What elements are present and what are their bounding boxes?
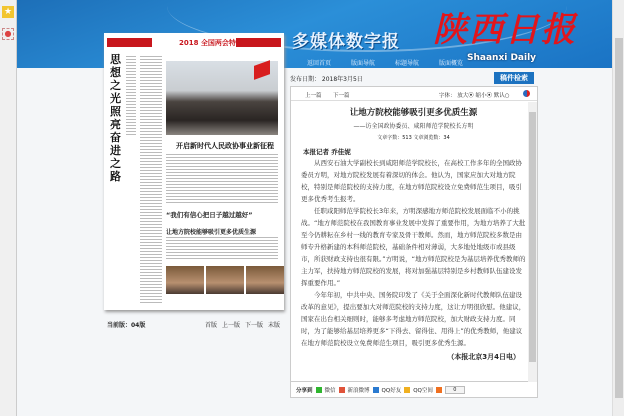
nav-page-overview[interactable]: 版面概览 bbox=[439, 60, 464, 67]
vertical-headline[interactable]: 思想之光照亮奋进之路 bbox=[110, 53, 121, 183]
publish-date: 发布日期： 2018年3月5日 bbox=[290, 76, 363, 83]
article-dateline: （本报北京3月4日电） bbox=[447, 353, 520, 361]
page-navigation bbox=[205, 320, 280, 329]
favorite-star-icon[interactable]: ★ bbox=[3, 7, 13, 17]
prev-page-link[interactable]: 上一版 bbox=[222, 322, 241, 329]
share-qq[interactable]: QQ好友 bbox=[381, 387, 402, 394]
current-page-label: 当前版：04版 bbox=[107, 322, 146, 329]
article-body bbox=[291, 102, 529, 382]
next-article-link[interactable]: 下一篇 bbox=[333, 93, 350, 99]
paragraph: 任职咸阳师范学院校长3年来，方明深感地方师范院校发展面临不小的挑战。“地方师范院校在我国教育事业发展中发挥了重要作用，为地方培养了大批至今仍耕耘在乡村一线的教育专家及骨干教师。然而，地方师范院校多数是由师专升格新建的本科师范院校，基础条件相对薄弱，大多地处地级市或县级市，所获财政支持也很有限。”方明说，“地方师范院校是为基层培养优秀教师的主力军，扶持地方师范院校的发展，将对加强基层特别是乡村教师队伍建设发挥重要作用。” bbox=[301, 207, 526, 287]
share-wechat[interactable]: 微信 bbox=[324, 387, 336, 394]
share-label: 分享到 bbox=[296, 387, 313, 394]
special-edition-band: 2018 全国两会特刊 bbox=[107, 36, 281, 50]
newspaper-logo: 陕西日报 bbox=[433, 10, 577, 50]
article-search-button[interactable]: 稿件检索 bbox=[494, 72, 534, 84]
article-title: 让地方院校能够吸引更多优质生源 bbox=[349, 108, 478, 118]
headline-main[interactable]: 开启新时代人民政协事业新征程 bbox=[176, 142, 274, 150]
share-qzone[interactable]: QQ空间 bbox=[413, 387, 433, 394]
weibo-icon[interactable] bbox=[339, 387, 345, 393]
article-panel bbox=[290, 86, 538, 382]
article-subtitle: ——访全国政协委员、咸阳师范学院校长方明 bbox=[353, 123, 474, 130]
audio-icon[interactable] bbox=[523, 90, 530, 97]
article-stats: 文章字数：513 文章浏览数：34 bbox=[377, 135, 450, 141]
scrollbar-thumb[interactable] bbox=[615, 38, 623, 398]
paragraph: 从西安石油大学副校长到咸阳师范学院校长，在高校工作多年的全国政协委员方明，对地方院校发展有着深切的体会。他认为，国家应加大对地方院校，特别是师范院校的支持力度，在地方师范院校设立免费师范生项目，吸引更多优秀考生报考。 bbox=[301, 159, 522, 203]
more-share-icon[interactable] bbox=[436, 387, 442, 393]
next-page-link[interactable]: 下一版 bbox=[245, 322, 264, 329]
font-size-options[interactable]: 字体： 放大⦿ 缩小⦿ 默认○ bbox=[439, 93, 510, 99]
first-page-link[interactable]: 首版 bbox=[205, 322, 218, 329]
share-bar bbox=[290, 382, 538, 398]
last-page-link[interactable]: 末版 bbox=[268, 322, 281, 329]
wechat-icon[interactable] bbox=[316, 387, 322, 393]
headline-second[interactable]: “我们有信心把日子越过越好” bbox=[166, 211, 253, 219]
article-scrollbar[interactable] bbox=[528, 102, 537, 382]
prev-article-link[interactable]: 上一篇 bbox=[305, 93, 322, 99]
article-author: 本报记者 乔佳妮 bbox=[303, 148, 351, 156]
nav-title-navigation[interactable]: 标题导航 bbox=[395, 60, 420, 67]
qq-icon[interactable] bbox=[373, 387, 379, 393]
nav-home[interactable]: 返回首页 bbox=[307, 60, 332, 67]
page-scrollbar[interactable] bbox=[612, 0, 624, 416]
stamp-icon[interactable]: ● bbox=[2, 28, 14, 40]
share-weibo[interactable]: 新浪微博 bbox=[347, 387, 370, 394]
header-slogan: 多媒体数字报 bbox=[292, 32, 400, 52]
article-toolbar bbox=[291, 87, 537, 101]
side-toolbar bbox=[0, 0, 17, 416]
headline-third[interactable]: 让地方院校能够吸引更多优质生源 bbox=[166, 229, 257, 236]
paragraph: 今年年初，中共中央、国务院印发了《关于全面深化新时代教师队伍建设改革的意见》，提出要加大对师范院校的支持力度，这让方明很欣慰。他建议，国家在出台相关细则时，能够多考虑地方师范院校，加大财政支持力度。同时，为了能够给基层培养更多“下得去、留得住、用得上”的优秀教师，他建议在地方师范院校设立免费师范生项目，吸引更多优秀生源。 bbox=[301, 291, 526, 347]
qzone-icon[interactable] bbox=[404, 387, 410, 393]
newspaper-page-image[interactable] bbox=[104, 33, 284, 310]
nav-page-navigation[interactable]: 版面导航 bbox=[351, 60, 376, 67]
newspaper-logo-en: Shaanxi Daily bbox=[467, 53, 537, 63]
share-count: 0 bbox=[445, 386, 465, 394]
header-nav bbox=[307, 58, 463, 67]
